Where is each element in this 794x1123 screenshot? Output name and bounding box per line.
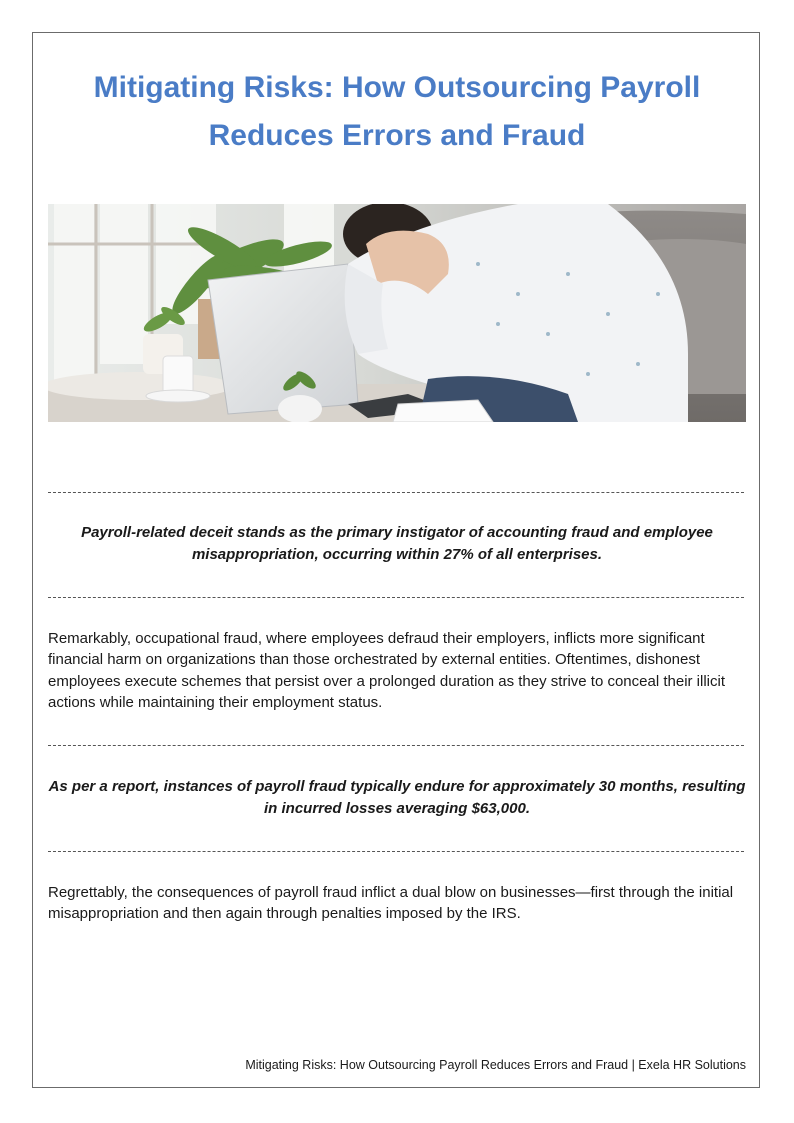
callout-statistic-1: Payroll-related deceit stands as the primary instigator of accounting fraud and employee misappropriation, occurring within 27% of all enterprises. xyxy=(81,524,713,563)
divider-4 xyxy=(48,851,744,852)
divider-3 xyxy=(48,745,744,746)
divider-2 xyxy=(48,597,744,598)
hero-image xyxy=(48,204,746,422)
paragraph-occupational-fraud: Remarkably, occupational fraud, where employees defraud their employers, inflicts more significant financial harm on organizations than those orchestrated by external entities. Oftentimes, dishonest employees execute schemes that persist over a prolonged duration as they strive to conceal their illicit actions while maintaining their employment status. xyxy=(48,630,726,711)
divider-1 xyxy=(48,492,744,493)
page-title: Mitigating Risks: How Outsourcing Payroll Reduces Errors and Fraud xyxy=(93,71,701,152)
callout-statistic-2: As per a report, instances of payroll fraud typically endure for approximately 30 months, resulting in incurred losses averaging $63,000. xyxy=(48,778,746,817)
page-footer: Mitigating Risks: How Outsourcing Payroll Reduces Errors and Fraud | Exela HR Solutions xyxy=(245,1058,746,1072)
paragraph-consequences: Regrettably, the consequences of payroll fraud inflict a dual blow on businesses—first through the initial misappropriation and then again through penalties imposed by the IRS. xyxy=(48,884,734,923)
